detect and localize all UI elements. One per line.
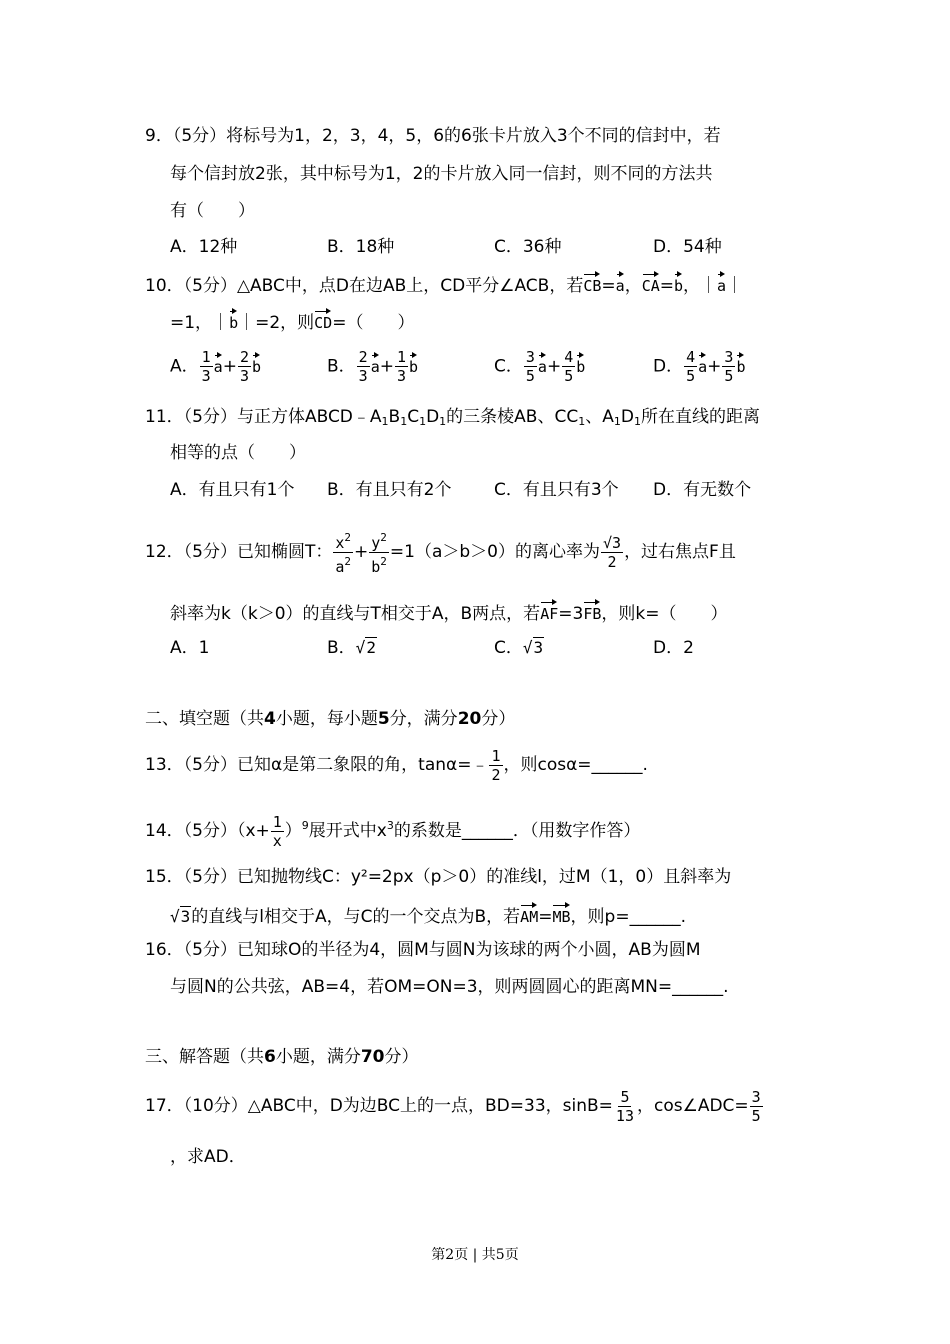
q16-line1: 16．（5分）已知球O的半径为4，圆M与圆N为该球的两个小圆，AB为圆M: [145, 940, 701, 960]
section-3-heading: [145, 1046, 419, 1068]
q11-line1: 11．（5分）与正方体$ABCD﹣A_1B_1C_1D_1$的三条棱AB、$CC_1$、$A_1D_1$所在直线的距离: [145, 407, 760, 428]
fraction: [200, 348, 213, 385]
q9-line1: 9．（5分）将标号为1，2，3，4，5，6的6张卡片放入3个不同的信封中，若: [145, 126, 721, 146]
q12-text: 斜率为k（k＞0）的直线与T相交于A，B两点，若: [170, 604, 541, 624]
q10-text: =（ ）: [332, 313, 415, 333]
sqrt: √2: [355, 638, 376, 657]
denominator: 3: [201, 367, 211, 385]
q17-text: ，cos∠ADC=: [636, 1096, 749, 1116]
denominator: x: [272, 831, 282, 850]
vector-b: b: [252, 353, 261, 375]
q9-option-b: B．18种: [327, 237, 395, 257]
vector-b: b: [409, 353, 418, 375]
denominator: 3: [396, 367, 407, 385]
q9-line3: 有（ ）: [170, 201, 255, 221]
numerator: 2: [358, 348, 368, 366]
fraction: [562, 348, 575, 385]
q12-text: =1（a＞b＞0）的离心率为: [389, 542, 600, 562]
heading-text: 分）: [481, 709, 516, 729]
q17-line2: ，求AD．: [170, 1147, 246, 1167]
q14-text: ）: [284, 821, 302, 841]
vector-ca: CA: [642, 272, 660, 294]
vector-a: a: [538, 353, 547, 375]
fraction: [489, 747, 502, 784]
option-letter: C．: [494, 356, 523, 377]
q17-text: 17．（10分）△ABC中，D为边BC上的一点，BD=33，sinB=: [145, 1096, 613, 1116]
q17-line1: [145, 1084, 764, 1128]
q11-option-d: D．有无数个: [653, 480, 752, 500]
q12-line1: 12．（5分）已知椭圆T： $\frac{x^2}{a^2}$ + $\frac{y^2}{b^2}$ =1（a＞b＞0）的离心率为 $\frac{√3}{2}$ ，过右焦点F且: [145, 530, 736, 576]
abs-b: ｜b｜: [212, 313, 255, 333]
fraction: [684, 348, 697, 385]
exponent: 9: [301, 819, 309, 832]
fraction: [238, 348, 251, 385]
vector-a: a: [717, 272, 726, 294]
variable-b: b: [371, 557, 381, 576]
q12-text: ，过右焦点F且: [624, 542, 736, 562]
numerator: 1: [272, 812, 282, 831]
numerator: 5: [620, 1087, 630, 1106]
fraction: [524, 348, 537, 385]
vector-a: a: [698, 353, 707, 375]
sqrt: √3: [522, 638, 544, 657]
variable-y: y: [371, 533, 381, 552]
option-letter: B．: [327, 638, 356, 658]
separator: ，: [624, 276, 642, 296]
q15-text: =: [538, 907, 553, 927]
q10-line2: [170, 309, 414, 334]
heading-number: 4: [264, 709, 276, 729]
q12-option-a: A．1: [170, 638, 210, 658]
fraction: [271, 813, 284, 850]
equals-sign: =: [659, 276, 674, 296]
numerator: 4: [564, 348, 574, 366]
radicand: 2: [366, 638, 376, 657]
fraction: [395, 348, 408, 385]
vector-a: a: [616, 272, 625, 294]
denominator: 5: [525, 367, 535, 385]
abs-a: ｜a｜: [700, 276, 743, 296]
numerator: 3: [751, 1087, 761, 1106]
q15-line2: [170, 903, 686, 928]
heading-text: 分）: [384, 1047, 419, 1067]
vector-am: AM: [520, 903, 538, 925]
denominator: 5: [686, 367, 696, 385]
vector-a: a: [371, 353, 380, 375]
fraction: [357, 348, 370, 385]
q12-option-b: [327, 637, 377, 659]
heading-text: 二、填空题（共: [145, 709, 264, 729]
vector-fb: FB: [583, 600, 601, 622]
q11-line2: 相等的点（ ）: [170, 443, 306, 463]
fraction-y2-b2: $\frac{y^2}{b^2}$: [371, 530, 387, 576]
q10-text: =1，: [170, 313, 213, 333]
q12-option-d: D．2: [653, 638, 694, 658]
q14-text: 14．（5分）（x+: [145, 821, 270, 841]
page-footer: 第2页 | 共5页: [431, 1247, 519, 1263]
q14-text: 展开式中x: [308, 821, 387, 841]
q11-text: 所在直线的距离: [640, 407, 760, 427]
numerator: 4: [686, 348, 696, 366]
q10-line1: [145, 272, 743, 297]
q10-option-d: D． $\frac{4}{5}$ a+ $\frac{3}{5}$ b: [653, 348, 746, 385]
q11-option-b: B．有且只有2个: [327, 480, 452, 500]
q10-stem: 10．（5分）△ABC中，点D在边AB上，CD平分∠ACB，若: [145, 276, 584, 296]
option-letter: C．: [494, 638, 523, 658]
radicand: 3: [180, 907, 191, 926]
q11-option-a: A．有且只有1个: [170, 480, 295, 500]
q12-line2: [170, 600, 727, 625]
heading-number: 20: [457, 709, 482, 729]
q11-text: 的三条棱AB、CC: [446, 407, 579, 427]
numerator: 3: [612, 533, 622, 552]
fraction-eccentricity: $\frac{√3}{2}$: [603, 533, 622, 571]
vector-b: b: [229, 309, 238, 331]
fraction: [614, 1088, 636, 1125]
heading-number: 6: [264, 1047, 276, 1067]
section-2-heading: [145, 708, 515, 730]
q12-text: 12．（5分）已知椭圆T：: [145, 542, 333, 562]
option-letter: A．: [170, 356, 199, 377]
q12-text: ，则k=（ ）: [601, 604, 728, 624]
numerator: 1: [491, 746, 501, 765]
vector-mb: MB: [552, 903, 570, 925]
q12-text: =3: [558, 604, 584, 624]
q14-text: 的系数是______．（用数字作答）: [393, 821, 641, 841]
q13-line: [145, 745, 648, 785]
fraction-x2-a2: $\frac{x^2}{a^2}$: [335, 530, 351, 576]
q11-option-c: C．有且只有3个: [494, 480, 619, 500]
q16-line2: 与圆N的公共弦，AB=4，若OM=ON=3，则两圆圆心的距离MN=______.: [170, 977, 729, 997]
separator: ，: [683, 276, 701, 296]
q9-line2: 每个信封放2张，其中标号为1，2的卡片放入同一信封，则不同的方法共: [170, 164, 713, 184]
q10-option-b: B． $\frac{2}{3}$ a+ $\frac{1}{3}$ b: [327, 348, 419, 385]
q9-option-c: C．36种: [494, 237, 562, 257]
denominator: 5: [751, 1106, 761, 1125]
heading-text: 分，满分: [389, 709, 458, 729]
q13-text: ，则cosα=______.: [503, 755, 648, 775]
q10-option-a: A． $\frac{1}{3}$ a+ $\frac{2}{3}$ b: [170, 348, 262, 385]
q15-text: ，则p=______.: [570, 907, 686, 927]
denominator: 2: [491, 765, 501, 784]
q14-line: [145, 806, 640, 851]
vector-b: b: [576, 353, 585, 375]
numerator: 1: [201, 348, 211, 366]
exponent: 3: [386, 819, 394, 832]
denominator: 2: [607, 552, 617, 571]
numerator: 2: [239, 348, 249, 366]
variable-a: a: [335, 557, 345, 576]
numerator: 3: [724, 348, 734, 366]
q11-text: 11．（5分）与正方体ABCD﹣A: [145, 407, 382, 427]
vector-a: a: [214, 353, 223, 375]
q9-option-a: A．12种: [170, 237, 238, 257]
q15-text: 的直线与l相交于A，与C的一个交点为B，若: [191, 907, 521, 927]
vector-af: AF: [540, 600, 558, 622]
heading-text: 小题，满分: [275, 1047, 361, 1067]
q10-text: =2，则: [255, 313, 315, 333]
option-letter: B．: [327, 356, 356, 377]
vector-cd: CD: [314, 309, 332, 331]
denominator: 13: [615, 1106, 634, 1125]
heading-number: 70: [360, 1047, 385, 1067]
denominator: 3: [239, 367, 249, 385]
denominator: 5: [564, 367, 574, 385]
equals-sign: =: [601, 276, 616, 296]
radicand: 3: [533, 638, 544, 657]
q12-option-c: [494, 637, 544, 659]
vector-cb: CB: [583, 272, 601, 294]
fraction: [750, 1088, 763, 1125]
option-letter: D．: [653, 356, 684, 377]
heading-text: 小题，每小题: [275, 709, 378, 729]
q9-option-d: D．54种: [653, 237, 722, 257]
sqrt: √3: [170, 907, 191, 926]
variable-x: x: [335, 533, 345, 552]
fraction: [722, 348, 735, 385]
numerator: 1: [396, 348, 407, 366]
q13-text: 13．（5分）已知α是第二象限的角，tanα=﹣: [145, 755, 489, 775]
heading-number: 5: [377, 709, 390, 729]
vector-b: b: [674, 272, 683, 294]
q10-option-c: C． $\frac{3}{5}$ a+ $\frac{4}{5}$ b: [494, 348, 586, 385]
heading-text: 三、解答题（共: [145, 1047, 264, 1067]
vector-b: b: [736, 353, 745, 375]
q15-line1: 15．（5分）已知抛物线C：y²=2px（p＞0）的准线l，过M（1，0）且斜率为: [145, 867, 732, 887]
numerator: 3: [525, 348, 535, 366]
denominator: 3: [358, 367, 368, 385]
denominator: 5: [724, 367, 734, 385]
